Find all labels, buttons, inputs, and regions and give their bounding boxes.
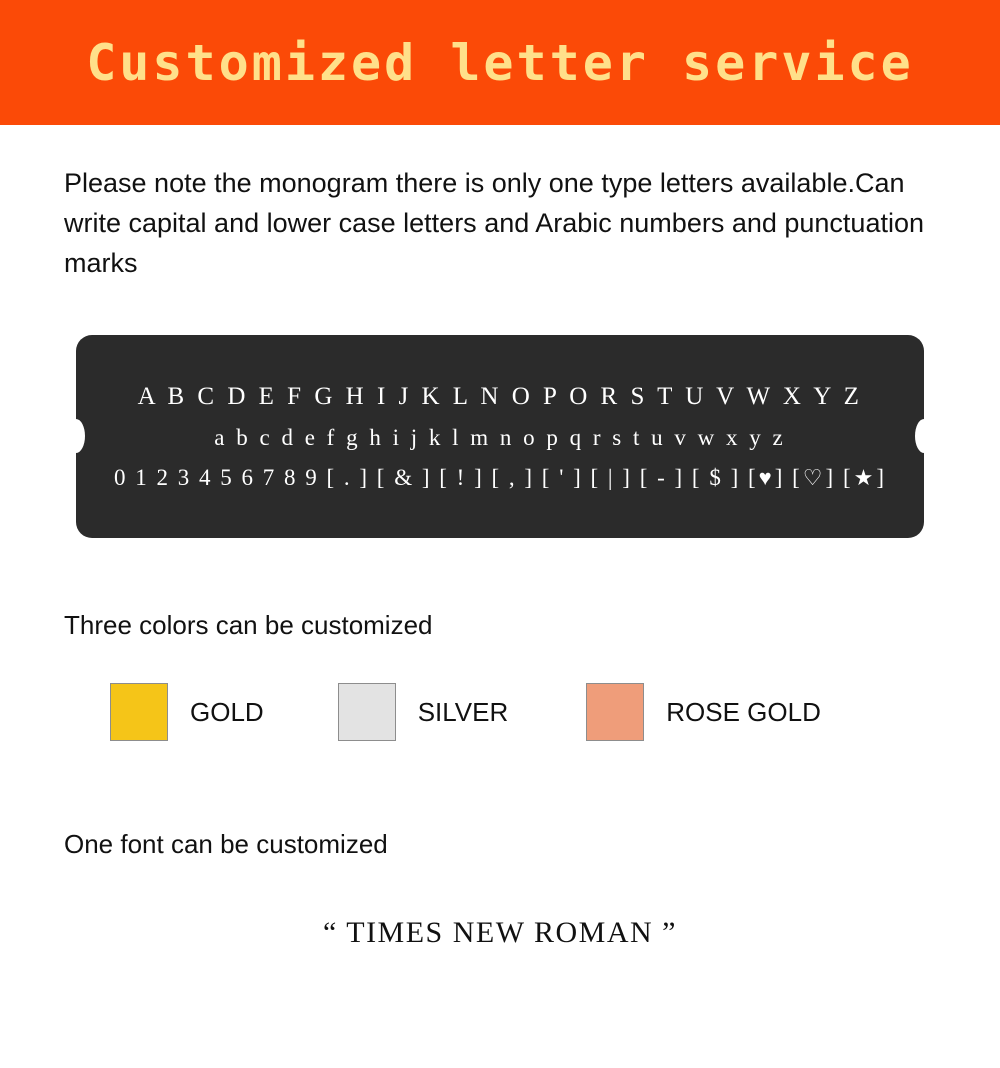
color-option-gold[interactable]: [110, 683, 264, 741]
symbol-end-bracket: ]: [876, 464, 887, 490]
gold-swatch: [110, 683, 168, 741]
font-sample: “ TIMES NEW ROMAN ”: [322, 916, 678, 949]
color-swatch-row: [110, 683, 1000, 741]
color-option-silver[interactable]: [338, 683, 509, 741]
color-option-rose-gold[interactable]: [586, 683, 821, 741]
heart-outline-icon: ♡: [802, 464, 825, 490]
heart-filled-icon: ♥: [758, 464, 774, 490]
gold-label: GOLD: [190, 696, 264, 727]
plate-notch-left: [67, 419, 85, 453]
font-heading: One font can be customized: [64, 829, 388, 859]
symbol-separator-2: ] [: [825, 464, 853, 490]
star-icon: ★: [853, 464, 876, 490]
rose-gold-swatch: [586, 683, 644, 741]
digits-and-symbols: [114, 465, 886, 491]
lowercase-letters: a b c d e f g h i j k l m n o p q r s t u v w x y z: [214, 424, 786, 450]
symbol-separator-1: ] [: [774, 464, 802, 490]
silver-swatch: [338, 683, 396, 741]
silver-label: SILVER: [417, 696, 509, 727]
digits-punctuation-text: 0 1 2 3 4 5 6 7 8 9 [ . ] [ & ] [ ! ] [ , ] [ ' ] [ | ] [ - ] [ $ ] [: [113, 464, 758, 490]
plate-notch-right: [915, 419, 933, 453]
uppercase-letters: A B C D E F G H I J K L N O P O R S T U V W X Y Z: [137, 382, 863, 410]
header-banner: [0, 0, 1000, 125]
colors-heading: Three colors can be customized: [64, 610, 433, 640]
page-title: Customized letter service: [86, 33, 914, 92]
intro-paragraph: Please note the monogram there is only one type letters available.Can write capital and lower case letters and Arabic numbers and punctuation marks: [64, 168, 924, 278]
character-plate: [76, 335, 924, 538]
plate-body: [76, 335, 924, 538]
rose-gold-label: ROSE GOLD: [666, 696, 821, 727]
